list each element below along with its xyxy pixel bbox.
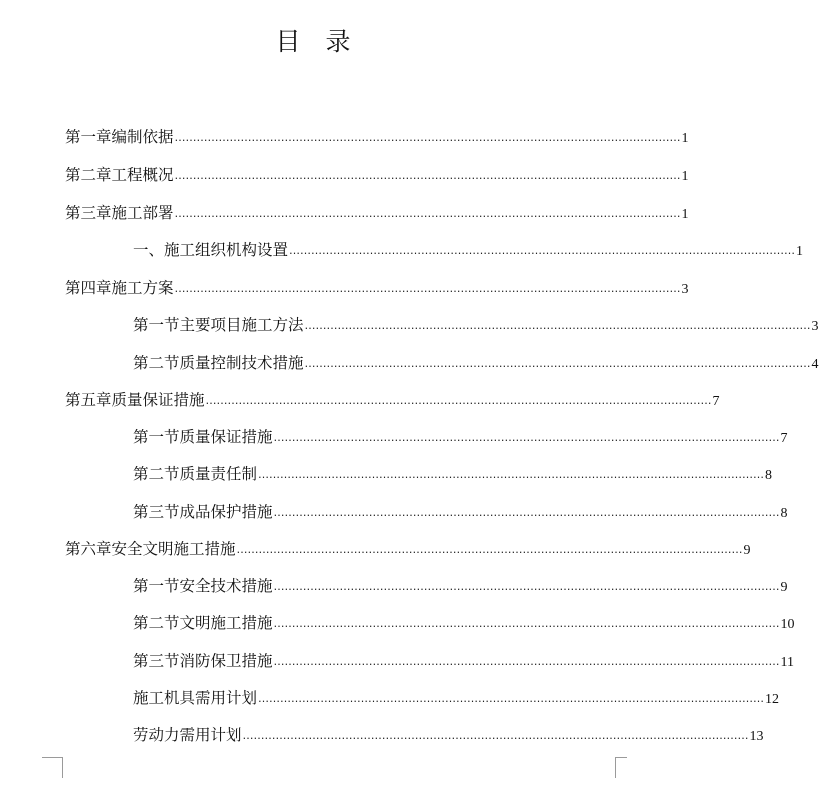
toc-entry-page: 8: [765, 468, 773, 483]
toc-entry[interactable]: [133, 686, 780, 710]
toc-entry[interactable]: [65, 125, 689, 149]
toc-entry[interactable]: [133, 611, 795, 635]
toc-entry-text: 劳动力需用计划: [133, 726, 242, 744]
toc-entry-page: 12: [765, 692, 780, 707]
toc-entry[interactable]: [65, 276, 689, 300]
toc-entry-page: 11: [780, 655, 795, 670]
toc-entry[interactable]: [133, 723, 764, 747]
toc-leader-dots: …………………………………………………………………………………………………………………………: [174, 131, 681, 144]
toc-entry-text: 编制依据: [111, 128, 174, 146]
toc-entry-number: 第二章: [65, 166, 112, 184]
toc-entry-page: 7: [780, 431, 788, 446]
toc-entry-text: 主要项目施工方法: [179, 316, 304, 334]
toc-entry[interactable]: [65, 537, 751, 561]
toc-entry[interactable]: [133, 462, 773, 486]
toc-entry-text: 工程概况: [111, 166, 174, 184]
toc-entry[interactable]: [133, 351, 819, 375]
toc-entry[interactable]: [65, 201, 689, 225]
margin-crop-mark-right: [615, 757, 627, 778]
toc-entry-number: 第三章: [65, 204, 112, 222]
toc-entry-text: 施工方案: [111, 279, 174, 297]
toc-leader-dots: …………………………………………………………………………………………………………………………: [174, 207, 681, 220]
toc-entry-page: 1: [681, 169, 689, 184]
toc-entry-number: 第四章: [65, 279, 112, 297]
toc-entry-text: 质量保证措施: [179, 428, 273, 446]
toc-entry-page: 1: [796, 244, 804, 259]
toc-leader-dots: …………………………………………………………………………………………………………………………: [273, 617, 780, 630]
toc-entry-page: 4: [811, 357, 819, 372]
toc-entry-page: 3: [811, 319, 819, 334]
toc-leader-dots: …………………………………………………………………………………………………………………………: [304, 357, 811, 370]
toc-leader-dots: …………………………………………………………………………………………………………………………: [236, 543, 743, 556]
toc-title: [0, 22, 626, 58]
toc-leader-dots: …………………………………………………………………………………………………………………………: [174, 282, 681, 295]
toc-entry-page: 3: [681, 282, 689, 297]
toc-entry-text: 质量保证措施: [111, 391, 205, 409]
toc-leader-dots: …………………………………………………………………………………………………………………………: [273, 506, 780, 519]
toc-entry-number: 第二节: [133, 614, 180, 632]
toc-entry-number: 第三节: [133, 652, 180, 670]
toc-entry-number: 第二节: [133, 465, 180, 483]
toc-entry-text: 文明施工措施: [179, 614, 273, 632]
toc-entry-text: 安全技术措施: [179, 577, 273, 595]
toc-entry[interactable]: [133, 313, 819, 337]
toc-entry-number: 第二节: [133, 354, 180, 372]
toc-entry[interactable]: [133, 574, 788, 598]
toc-leader-dots: …………………………………………………………………………………………………………………………: [258, 468, 765, 481]
toc-entry[interactable]: [65, 163, 689, 187]
toc-entry-page: 9: [780, 580, 788, 595]
margin-crop-mark-left: [42, 757, 63, 778]
toc-entry-number: 第一节: [133, 316, 180, 334]
toc-entry-number: 第三节: [133, 503, 180, 521]
toc-entry-number: 第六章: [65, 540, 112, 558]
toc-leader-dots: …………………………………………………………………………………………………………………………: [258, 692, 765, 705]
toc-leader-dots: …………………………………………………………………………………………………………………………: [273, 580, 780, 593]
toc-entry-number: 第一章: [65, 128, 112, 146]
toc-entry-number: 第五章: [65, 391, 112, 409]
toc-leader-dots: …………………………………………………………………………………………………………………………: [242, 729, 749, 742]
toc-entry[interactable]: [133, 649, 795, 673]
toc-leader-dots: …………………………………………………………………………………………………………………………: [273, 655, 780, 668]
toc-leader-dots: …………………………………………………………………………………………………………………………: [304, 319, 811, 332]
toc-leader-dots: …………………………………………………………………………………………………………………………: [205, 394, 712, 407]
toc-entry[interactable]: [65, 388, 720, 412]
toc-entry-text: 施工机具需用计划: [133, 689, 258, 707]
toc-entry-text: 质量控制技术措施: [179, 354, 304, 372]
toc-entry-page: 10: [780, 617, 795, 632]
toc-title-text: 目 录: [275, 27, 351, 56]
toc-entry-text: 质量责任制: [179, 465, 258, 483]
toc-entry-page: 1: [681, 131, 689, 146]
toc-entry-text: 消防保卫措施: [179, 652, 273, 670]
toc-entry-text: 成品保护措施: [179, 503, 273, 521]
toc-entry-number: 第一节: [133, 577, 180, 595]
toc-entry[interactable]: [133, 238, 804, 262]
toc-entry-text: 安全文明施工措施: [111, 540, 236, 558]
toc-entry-text: 施工部署: [111, 204, 174, 222]
toc-entry-text: 一、施工组织机构设置: [133, 241, 289, 259]
toc-entry[interactable]: [133, 425, 788, 449]
toc-entry-number: 第一节: [133, 428, 180, 446]
toc-entry-page: 7: [712, 394, 720, 409]
toc-leader-dots: …………………………………………………………………………………………………………………………: [273, 431, 780, 444]
toc-entry[interactable]: [133, 500, 788, 524]
toc-entry-page: 13: [749, 729, 764, 744]
toc-entry-page: 9: [743, 543, 751, 558]
toc-leader-dots: …………………………………………………………………………………………………………………………: [289, 244, 796, 257]
toc-leader-dots: …………………………………………………………………………………………………………………………: [174, 169, 681, 182]
toc-entry-page: 1: [681, 207, 689, 222]
toc-entry-page: 8: [780, 506, 788, 521]
